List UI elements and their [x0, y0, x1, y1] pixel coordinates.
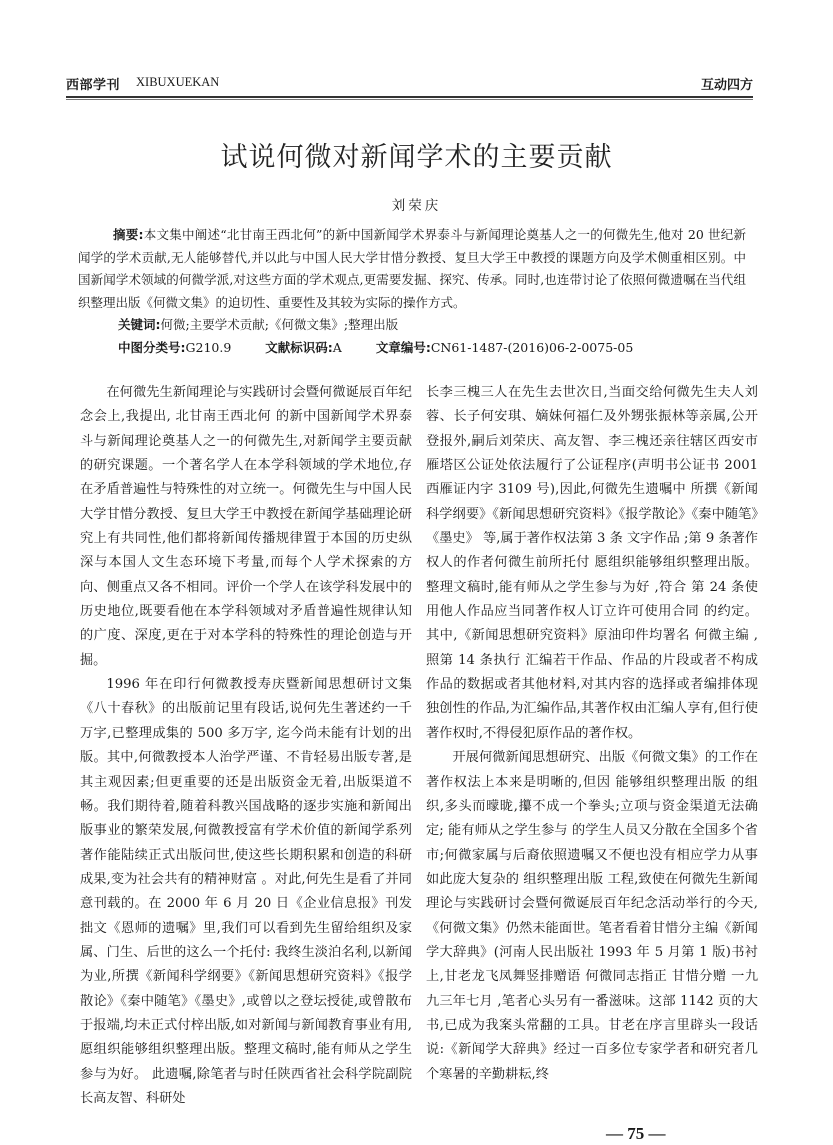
body-columns — [80, 381, 758, 1111]
doc-code-value: A — [332, 339, 342, 355]
paragraph: 开展何微新闻思想研究、出版《何微文集》的工作在著作权法上本来是明晰的,但因 能够组织整理出版 的组织,多头而曚昽,攥不成一个拳头;立项与资金渠道无法确定; 能有师从之学生参与 的学生人员又分散在全国多个省市;何微家属与后裔依照遗嘱又不便也没有相应学力从事如此庞大复杂的 组织整理出版 工程,致使在何微先生新闻理论与实践研讨会暨何微诞辰百年纪念活动举行的今天,《何微文集》仍然未能面世。笔者看着甘惜分主编《新闻学大辞典》(河南人民出版社 1993 年 5 月第 1 版)书衬上,甘老龙飞凤舞竖排赠语 何微同志指正 甘惜分赠 一九九三年七月 ,笔者心头另有一番滋味。这部 1142 页的大书,已成为我案头常翻的工具。甘老在序言里辟头一段话说:《新闻学大辞典》经过一百多位专家学者和研究者几个寒暑的辛勤耕耘,终 — [426, 750, 758, 1082]
section-name: 互动四方 — [700, 78, 753, 93]
journal-name: 西部学刊 — [66, 78, 121, 93]
body-column-right — [426, 381, 758, 1087]
page-number: — 75 — — [606, 1124, 666, 1144]
article-no-label: 文章编号: — [375, 339, 431, 355]
article-no-value: CN61-1487-(2016)06-2-0075-05 — [430, 339, 634, 355]
paragraph: 长李三槐三人在先生去世次日,当面交给何微先生夫人刘蓉、长子何安琪、嫡妹何福仁及外甥张振林等亲属,公开登报外,嗣后刘荣庆、高友智、李三槐还亲往辖区西安市雁塔区公证处依法履行了公证程序(声明书公证书 2001 西雁证内字 3109 号),因此,何微先生遗嘱中 所撰《新闻科学纲要》《新闻思想研究资料》《报学散论》《秦中随笔》《墨史》 等,属于著作权法第 3 条 文字作品 ;第 9 条著作权人的作者何微生前所托付 愿组织能够组织整理出版。整理文稿时,能有师从之学生参与为好 ,符合 第 24 条使用他人作品应当同著作权人订立许可使用合同 的约定。其中,《新闻思想研究资料》原油印件均署名 何微主编 ,照第 14 条执行 汇编若干作品、作品的片段或者不构成作品的数据或者其他材料,对其内容的选择或者编排体现独创性的作品,为汇编作品,其著作权由汇编人享有,但行使著作权时,不得侵犯原作品的著作权。 — [426, 385, 758, 741]
keywords-label: 关键词: — [118, 317, 161, 332]
keywords — [118, 314, 746, 337]
article-title: 试说何微对新闻学术的主要贡献 — [220, 142, 613, 173]
running-header — [66, 74, 753, 94]
clc-field — [118, 337, 231, 360]
article-no-field — [376, 337, 633, 360]
body-column-left — [80, 381, 412, 1111]
doc-code-label: 文献标识码: — [265, 339, 333, 355]
paragraph: 在何微先生新闻理论与实践研讨会暨何微诞辰百年纪念会上,我提出, 北甘南王西北何 的新中国新闻学术界泰斗与新闻理论奠基人之一的何微先生,对新闻学主要贡献的研究课题。一个著名学人在本学科领域的学术地位,存在矛盾普遍性与特殊性的对立统一。何微先生与中国人民大学甘惜分教授、复旦大学王中教授在新闻学基础理论研究上有共同性,他们都将新闻传播规律置于本国的历史纵深与本国人文生态环境下考量,而每个人学术探索的方向、侧重点又各不相同。评价一个学人在该学科发展中的历史地位,既要看他在本学科领域对矛盾普遍性规律认知的广度、深度,更在于对本学科的特殊性的理论创造与开掘。 — [80, 385, 412, 668]
paragraph: 1996 年在印行何微教授寿庆暨新闻思想研讨文集《八十春秋》的出版前记里有段话,说何先生著述约一千万字,已整理成集的 500 多万字, 迄今尚未能有计划的出版。其中,何微教授本人治学严谨、不肯轻易出版专著,是其主观因素;但更重要的还是出版资金无着,出版渠道不畅。我们期待着,随着科教兴国战略的逐步实施和新闻出版事业的繁荣发展,何微教授富有学术价值的新闻学系列著作能陆续正式出版问世,使这些长期积累和创造的科研成果,变为社会共有的精神财富 。对此,何先生是看了并同意刊载的。在 2000 年 6 月 20 日《企业信息报》刊发拙文《恩师的遗嘱》里,我们可以看到先生留给组织及家属、门生、后世的这么一个托付: 我终生淡泊名利,以新闻为业,所撰《新闻科学纲要》《新闻思想研究资料》《报学散论》《秦中随笔》《墨史》,或曾以之登坛授徒,或曾散布于报端,均未正式付梓出版,如对新闻与新闻教育事业有用,愿组织能够组织整理出版。整理文稿时,能有师从之学生参与为好。 此遗嘱,除笔者与时任陕西省社会科学院副院长高友智、科研处 — [80, 677, 412, 1106]
abstract-label: 摘要: — [113, 227, 144, 242]
abstract-text: 本文集中阐述“北甘南王西北何”的新中国新闻学术界泰斗与新闻理论奠基人之一的何微先生,他对 20 世纪新闻学的学术贡献,无人能够替代,并以此与中国人民大学甘惜分教授、复旦大学王中教授的课题方向及学术侧重相区别。中国新闻学术领域的何微学派,对这些方面的学术观点,更需要发掘、探究、传承。同时,也连带讨论了依照何微遗嘱在当代组织整理出版《何微文集》的迫切性、重要性及其较为实际的操作方式。 — [78, 227, 747, 310]
classification-line — [118, 337, 746, 360]
abstract — [78, 224, 746, 314]
clc-label: 中图分类号: — [118, 339, 186, 355]
header-rule-thick — [66, 96, 753, 98]
journal-name-latin: XIBUXUEKAN — [136, 75, 220, 89]
article-author: 刘荣庆 — [391, 198, 442, 214]
keywords-text: 何微;主要学术贡献;《何微文集》;整理出版 — [160, 317, 399, 332]
doc-code-field — [265, 337, 342, 360]
clc-value: G210.9 — [185, 339, 232, 355]
article-flow — [0, 138, 833, 1145]
header-rule-thin — [66, 99, 753, 100]
